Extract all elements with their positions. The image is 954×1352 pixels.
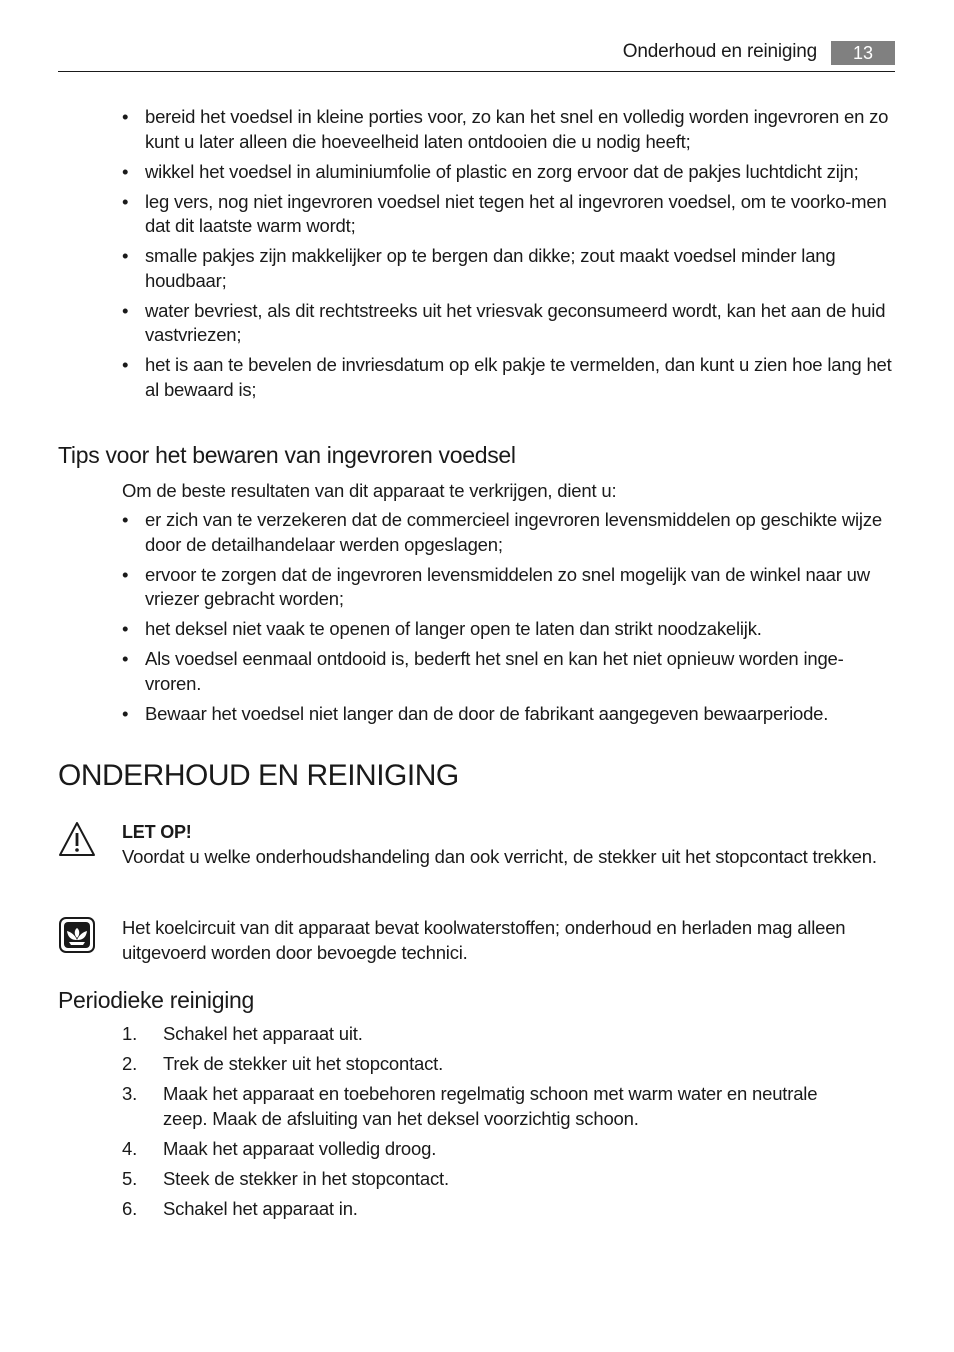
cleaning-heading: Periodieke reiniging — [58, 987, 255, 1013]
list-item: • wikkel het voedsel in aluminiumfolie of plastic en zorg ervoor dat de pakjes luchtdicht zijn; — [122, 160, 897, 185]
list-item — [122, 1052, 862, 1077]
list-item — [122, 1167, 862, 1192]
list-item — [122, 1082, 862, 1131]
cleaning-steps — [122, 1022, 862, 1227]
step-number: 4. — [122, 1137, 138, 1159]
list-item: • water bevriest, als dit rechtstreeks uit het vriesvak geconsumeerd wordt, kan het aan de huid vastvriezen; — [122, 299, 897, 348]
step-number: 6. — [122, 1197, 138, 1219]
step-number: 3. — [122, 1083, 138, 1104]
tips-intro: Om de beste resultaten van dit apparaat te verkrijgen, dient u: — [122, 480, 617, 501]
environment-flower-icon — [58, 916, 96, 954]
list-item: • bereid het voedsel in kleine porties voor, zo kan het snel en volledig worden ingevroren en zo kunt u later alleen die hoeveelheid laten ontdooien die u nodig heeft; — [122, 105, 897, 154]
step-number: 5. — [122, 1167, 138, 1189]
list-item: • er zich van te verzekeren dat de commercieel ingevroren levensmiddelen op geschikte wijze door de detailhandelaar werden opgeslagen; — [122, 508, 897, 557]
list-item — [122, 1137, 862, 1162]
warning-title: LET OP! — [122, 822, 192, 842]
tips-heading: Tips voor het bewaren van ingevroren voedsel — [58, 442, 516, 468]
warning-triangle-icon — [58, 820, 96, 858]
list-item: • Als voedsel eenmaal ontdooid is, bederft het snel en kan het niet opnieuw worden inge-vroren. — [122, 647, 897, 696]
step-text: Maak het apparaat en toebehoren regelmatig schoon met warm water en neutrale zeep. Maak de afsluiting van het deksel voorzichtig schoon. — [163, 1083, 818, 1129]
list-item — [122, 1197, 862, 1222]
step-text: Schakel het apparaat uit. — [163, 1023, 363, 1044]
list-item: • het deksel niet vaak te openen of langer open te laten dan strikt noodzakelijk. — [122, 617, 897, 642]
step-number: 2. — [122, 1053, 138, 1074]
header-title: Onderhoud en reiniging — [622, 41, 817, 62]
step-text: Trek de stekker uit het stopcontact. — [163, 1053, 444, 1074]
section-title: ONDERHOUD EN REINIGING — [58, 759, 459, 792]
list-item: • leg vers, nog niet ingevroren voedsel niet tegen het al ingevroren voedsel, om te voorko-men dat dit laatste warm wordt; — [122, 190, 897, 239]
step-text: Steek de stekker in het stopcontact. — [163, 1167, 449, 1189]
page-header — [58, 40, 895, 72]
page-number: 13 — [831, 41, 895, 65]
step-number: 1. — [122, 1023, 138, 1044]
step-text: Maak het apparaat volledig droog. — [163, 1137, 437, 1159]
step-text: Schakel het apparaat in. — [163, 1197, 358, 1219]
list-item: • Bewaar het voedsel niet langer dan de door de fabrikant aangegeven bewaarperiode. — [122, 702, 897, 727]
list-item — [122, 1022, 862, 1047]
storage-tips-list — [122, 508, 897, 732]
list-item: • smalle pakjes zijn makkelijker op te bergen dan dikke; zout maakt voedsel minder lang houdbaar; — [122, 244, 897, 293]
warning-notice — [122, 820, 897, 869]
list-item: • het is aan te bevelen de invriesdatum op elk pakje te vermelden, dan kunt u zien hoe lang het al bewaard is; — [122, 353, 897, 402]
list-item: • ervoor te zorgen dat de ingevroren levensmiddelen zo snel mogelijk van de winkel naar uw vriezer gebracht worden; — [122, 563, 897, 612]
environment-notice: Het koelcircuit van dit apparaat bevat koolwaterstoffen; onderhoud en herladen mag alleen uitgevoerd worden door bevoegde technici. — [122, 917, 846, 963]
freezing-tips-list — [122, 105, 897, 408]
warning-text: Voordat u welke onderhoudshandeling dan ook verricht, de stekker uit het stopcontact trekken. — [122, 845, 877, 867]
